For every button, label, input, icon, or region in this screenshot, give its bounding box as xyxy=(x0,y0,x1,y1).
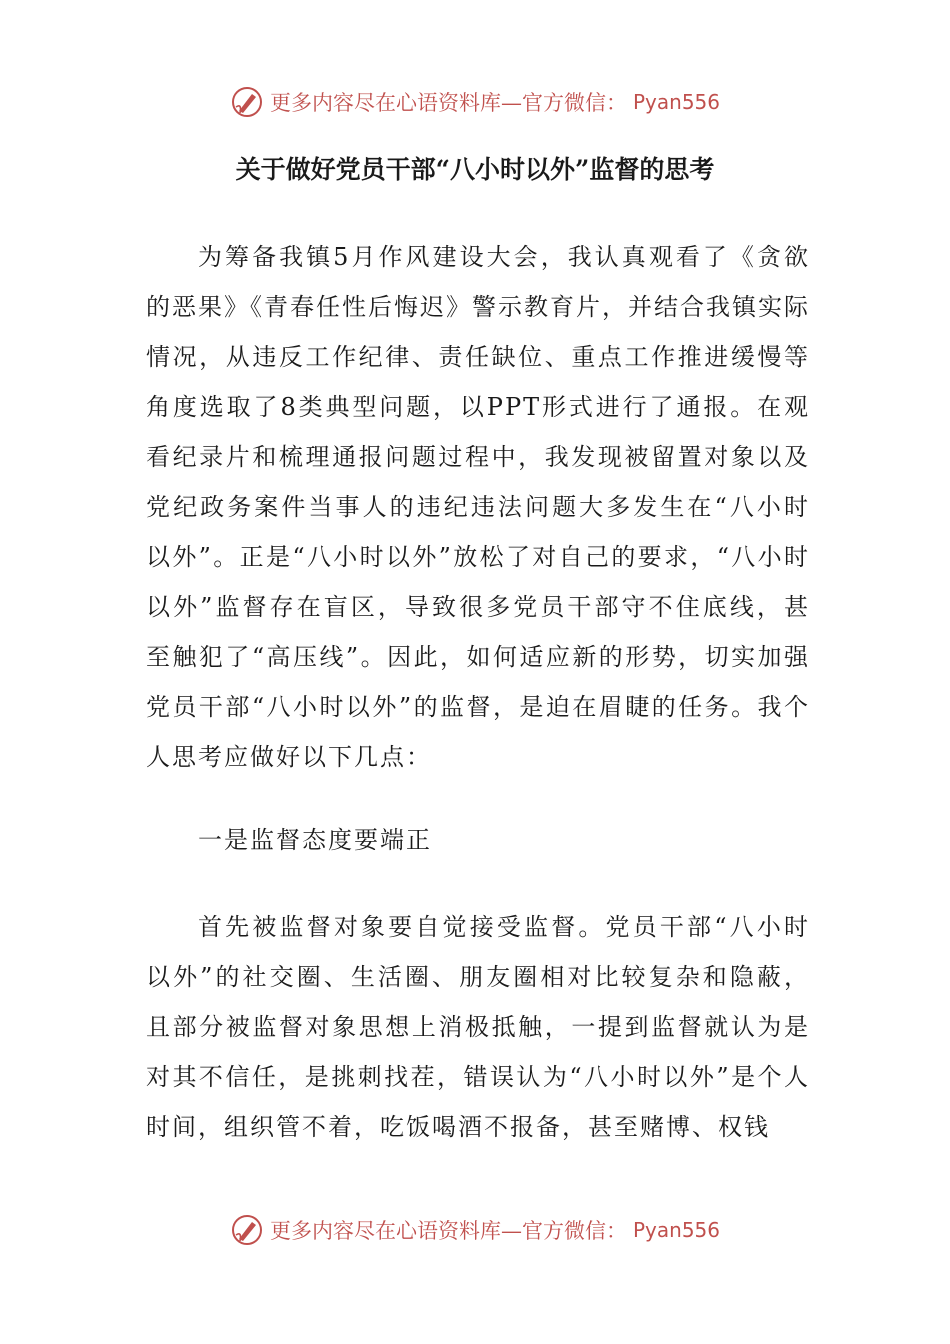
watermark-wechat-id: Pyan556 xyxy=(632,90,720,114)
pen-logo-icon xyxy=(230,85,264,119)
body-paragraph: 首先被监督对象要自觉接受监督。党员干部“八小时以外”的社交圈、生活圈、朋友圈相对比较复杂和隐蔽，且部分被监督对象思想上消极抵触，一提到监督就认为是对其不信任，是挑刺找茬，错误认为“八小时以外”是个人时间，组织管不着，吃饭喝酒不报备，甚至赌博、权钱 xyxy=(146,913,810,1141)
body-paragraph-intro: 为筹备我镇5月作风建设大会，我认真观看了《贪欲的恶果》《青春任性后悔迟》警示教育片，并结合我镇实际情况，从违反工作纪律、责任缺位、重点工作推进缓慢等角度选取了8类典型问题，以PPT形式进行了通报。在观看纪录片和梳理通报问题过程中，我发现被留置对象以及党纪政务案件当事人的违纪违法问题大多发生在“八小时以外”。正是“八小时以外”放松了对自己的要求，“八小时以外”监督存在盲区，导致很多党员干部守不住底线，甚至触犯了“高压线”。因此，如何适应新的形势，切实加强党员干部“八小时以外”的监督，是迫在眉睫的任务。我个人思考应做好以下几点： xyxy=(146,243,810,771)
header-watermark xyxy=(0,82,950,122)
watermark-wechat-id: Pyan556 xyxy=(632,1218,720,1242)
watermark-text: 更多内容尽在心语资料库—官方微信： xyxy=(269,1219,627,1243)
section-heading: 一是监督态度要端正 xyxy=(198,826,432,854)
watermark-text: 更多内容尽在心语资料库—官方微信： xyxy=(269,91,627,115)
footer-watermark xyxy=(0,1210,950,1250)
document-title: 关于做好党员干部“八小时以外”监督的思考 xyxy=(235,155,715,184)
pen-logo-icon xyxy=(230,1213,264,1247)
